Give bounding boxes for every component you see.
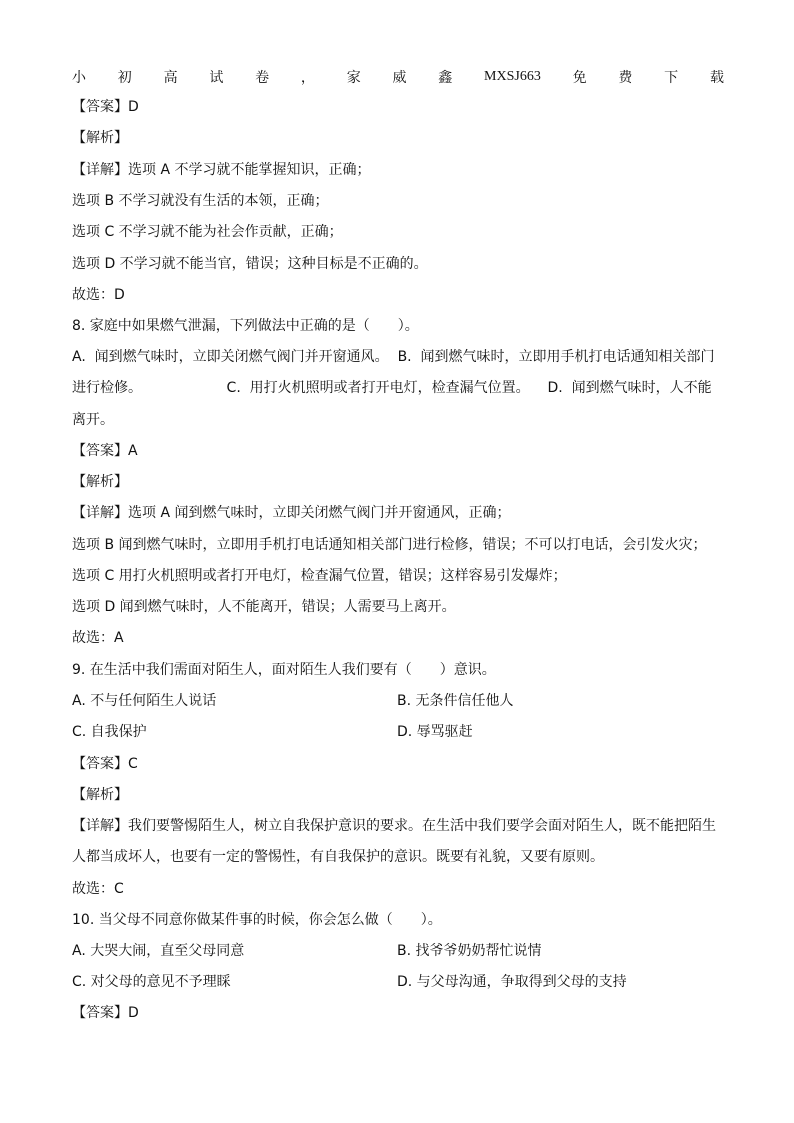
q10-option-d: D. 与父母沟通，争取得到父母的支持 — [397, 974, 627, 990]
q8-detail-line: 选项 D 闻到燃气味时，人不能离开，错误；人需要马上离开。 — [72, 599, 456, 615]
q8-detail-line: 【详解】选项 A 闻到燃气味时，立即关闭燃气阀门并开窗通风，正确； — [72, 505, 511, 521]
header-char: 家 — [346, 70, 361, 86]
header-char: 高 — [163, 70, 178, 86]
q8-options-line: 离开。 — [72, 412, 114, 428]
q9-analysis-label: 【解析】 — [72, 787, 128, 803]
header-char: 卷 — [255, 70, 270, 86]
q9-answer: 【答案】C — [72, 756, 138, 772]
q10-question: 10. 当父母不同意你做某件事的时候，你会怎么做（ ）。 — [72, 912, 442, 928]
header-char: 费 — [618, 70, 633, 86]
q7-detail-line: 【详解】选项 A 不学习就不能掌握知识，正确； — [72, 162, 371, 178]
q9-option-a: A. 不与任何陌生人说话 — [72, 693, 217, 709]
header-char: 小 — [72, 70, 86, 86]
q10-option-b: B. 找爷爷奶奶帮忙说情 — [397, 943, 542, 959]
q9-question: 9. 在生活中我们需面对陌生人，面对陌生人我们要有（ ）意识。 — [72, 662, 496, 678]
q10-option-a: A. 大哭大闹，直至父母同意 — [72, 943, 245, 959]
q9-option-c: C. 自我保护 — [72, 724, 147, 740]
q9-detail-line: 人都当成坏人，也要有一定的警惕性，有自我保护的意识。既要有礼貌，又要有原则。 — [72, 849, 604, 865]
q9-detail-line: 【详解】我们要警惕陌生人，树立自我保护意识的要求。在生活中我们要学会面对陌生人，既不能把陌生 — [72, 818, 716, 834]
q8-detail-line: 选项 B 闻到燃气味时，立即用手机打电话通知相关部门进行检修，错误；不可以打电话，会引发火灾； — [72, 537, 707, 553]
q7-detail-line: 选项 D 不学习就不能当官，错误；这种目标是不正确的。 — [72, 256, 428, 272]
header-code: MXSJ663 — [484, 69, 541, 84]
q10-answer: 【答案】D — [72, 1005, 139, 1021]
header-char: 威 — [392, 70, 407, 86]
q8-options-line: 进行检修。 C. 用打火机照明或者打开电灯，检查漏气位置。 D. 闻到燃气味时，人不能 — [72, 380, 712, 396]
q7-answer: 【答案】D — [72, 99, 139, 115]
q8-detail-line: 选项 C 用打火机照明或者打开电灯，检查漏气位置，错误；这样容易引发爆炸； — [72, 568, 567, 584]
header-char: ， — [300, 70, 315, 86]
q9-choose: 故选：C — [72, 881, 124, 897]
q7-choose: 故选：D — [72, 287, 125, 303]
header-char: 鑫 — [438, 70, 453, 86]
header-char: 载 — [709, 70, 724, 86]
page-header — [72, 66, 724, 88]
q8-options-line: A. 闻到燃气味时，立即关闭燃气阀门并开窗通风。 B. 闻到燃气味时，立即用手机打电话通知相关部门 — [72, 349, 715, 365]
q8-analysis-label: 【解析】 — [72, 474, 128, 490]
header-char: 下 — [664, 70, 679, 86]
q8-question: 8. 家庭中如果燃气泄漏，下列做法中正确的是（ ）。 — [72, 318, 419, 334]
q9-option-d: D. 辱骂驱赶 — [397, 724, 473, 740]
header-char: 初 — [117, 70, 132, 86]
q7-detail-line: 选项 B 不学习就没有生活的本领，正确； — [72, 193, 329, 209]
q9-option-b: B. 无条件信任他人 — [397, 693, 514, 709]
q7-detail-line: 选项 C 不学习就不能为社会作贡献，正确； — [72, 224, 343, 240]
header-char: 免 — [572, 70, 587, 86]
header-char: 试 — [209, 70, 224, 86]
q10-option-c: C. 对父母的意见不予理睬 — [72, 974, 231, 990]
q8-answer: 【答案】A — [72, 443, 138, 459]
q8-choose: 故选：A — [72, 630, 124, 646]
q7-analysis-label: 【解析】 — [72, 130, 128, 146]
